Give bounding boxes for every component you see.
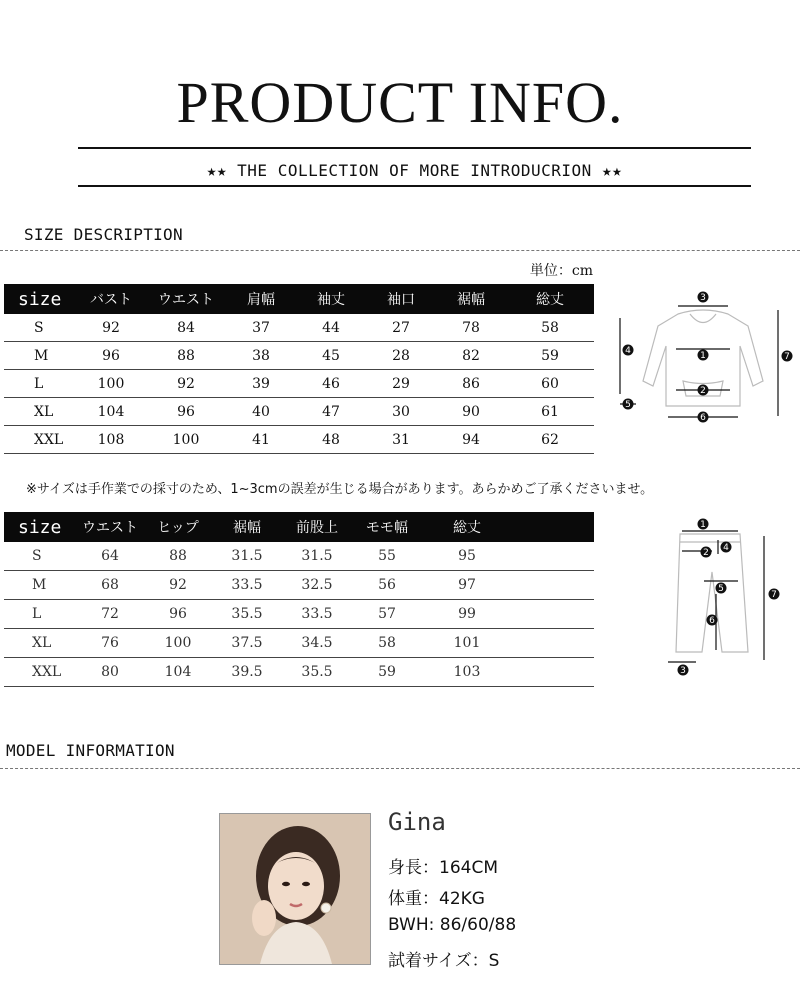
table-cell: 104 [76, 398, 146, 426]
table-cell: 35.5 [212, 600, 282, 629]
page-subtitle: ★★ THE COLLECTION OF MORE INTRODUCRION ★★ [206, 161, 623, 180]
table-cell: 96 [76, 342, 146, 370]
column-header: 袖丈 [296, 284, 366, 314]
table-cell: 100 [146, 426, 226, 454]
table-cell: 88 [144, 542, 212, 571]
table-cell: 101 [422, 629, 512, 658]
table-header-row [4, 284, 594, 314]
diagram-marker-2: 2 [700, 386, 706, 396]
size-cell: XL [4, 398, 76, 426]
table-cell: 59 [352, 658, 422, 687]
size-note: ※サイズは手作業での採寸のため、1~3cmの誤差が生じる場合があります。あらかめご了承くださいませ。 [26, 482, 654, 497]
table-cell-empty [512, 658, 594, 687]
table-cell: 33.5 [212, 571, 282, 600]
size-cell: S [4, 542, 76, 571]
table-cell: 84 [146, 314, 226, 342]
table-row [4, 542, 594, 571]
bottom-size-table [4, 512, 594, 687]
model-height: 身長：164CM [388, 858, 498, 878]
diagram-marker-2: 2 [703, 548, 709, 558]
table-cell: 27 [366, 314, 436, 342]
diagram-marker-5: 5 [625, 400, 631, 410]
table-cell: 32.5 [282, 571, 352, 600]
table-cell: 92 [144, 571, 212, 600]
table-cell: 31.5 [282, 542, 352, 571]
table-cell-empty [512, 542, 594, 571]
table-row [4, 398, 594, 426]
table-cell: 39.5 [212, 658, 282, 687]
table-cell: 95 [422, 542, 512, 571]
table-cell: 31 [366, 426, 436, 454]
table-cell-empty [512, 571, 594, 600]
column-header: ヒップ [144, 512, 212, 542]
diagram-marker-1: 1 [700, 520, 706, 530]
table-cell: 68 [76, 571, 144, 600]
column-header-empty [512, 512, 594, 542]
size-cell: L [4, 600, 76, 629]
table-cell: 90 [436, 398, 506, 426]
column-header: ウエスト [146, 284, 226, 314]
diagram-marker-4: 4 [723, 543, 729, 553]
table-cell: 104 [144, 658, 212, 687]
model-portrait-image [220, 814, 370, 964]
table-cell: 86 [436, 370, 506, 398]
model-fitting-size: 試着サイズ：S [388, 951, 500, 971]
title-rule-bottom [78, 185, 751, 187]
size-cell: M [4, 571, 76, 600]
model-bwh: BWH: 86/60/88 [388, 915, 517, 935]
column-header: 肩幅 [226, 284, 296, 314]
table-row [4, 658, 594, 687]
size-cell: XL [4, 629, 76, 658]
table-cell: 46 [296, 370, 366, 398]
table-cell: 99 [422, 600, 512, 629]
table-cell: 33.5 [282, 600, 352, 629]
top-size-table [4, 284, 594, 454]
table-cell: 59 [506, 342, 594, 370]
column-header: 総丈 [422, 512, 512, 542]
table-cell: 96 [146, 398, 226, 426]
table-cell: 37.5 [212, 629, 282, 658]
model-weight: 体重：42KG [388, 889, 485, 909]
table-cell: 80 [76, 658, 144, 687]
table-cell: 56 [352, 571, 422, 600]
table-cell: 62 [506, 426, 594, 454]
diagram-marker-5: 5 [718, 584, 724, 594]
unit-label: 単位：cm [529, 263, 593, 279]
column-header: 裾幅 [212, 512, 282, 542]
table-cell: 78 [436, 314, 506, 342]
diagram-marker-7: 7 [784, 352, 790, 362]
model-photo [219, 813, 371, 965]
table-cell: 64 [76, 542, 144, 571]
title-rule-top [78, 147, 751, 149]
table-cell: 100 [76, 370, 146, 398]
column-header: size [4, 284, 76, 314]
section-divider [0, 768, 800, 769]
column-header: 前股上 [282, 512, 352, 542]
table-row [4, 370, 594, 398]
table-cell: 45 [296, 342, 366, 370]
model-information-heading: MODEL INFORMATION [6, 741, 175, 760]
table-cell: 57 [352, 600, 422, 629]
column-header: 総丈 [506, 284, 594, 314]
size-cell: XXL [4, 658, 76, 687]
page-title: PRODUCT INFO. [176, 70, 624, 135]
table-cell: 55 [352, 542, 422, 571]
table-cell: 100 [144, 629, 212, 658]
table-row [4, 342, 594, 370]
table-cell: 88 [146, 342, 226, 370]
table-cell: 58 [506, 314, 594, 342]
size-cell: XXL [4, 426, 76, 454]
table-row [4, 426, 594, 454]
table-cell-empty [512, 629, 594, 658]
table-cell: 47 [296, 398, 366, 426]
table-cell: 97 [422, 571, 512, 600]
top-garment-diagram [608, 286, 798, 426]
table-cell: 48 [296, 426, 366, 454]
column-header: 裾幅 [436, 284, 506, 314]
table-cell: 41 [226, 426, 296, 454]
column-header: モモ幅 [352, 512, 422, 542]
diagram-marker-4: 4 [625, 346, 631, 356]
table-cell: 29 [366, 370, 436, 398]
diagram-marker-3: 3 [680, 666, 686, 676]
column-header: バスト [76, 284, 146, 314]
size-description-heading: SIZE DESCRIPTION [24, 225, 183, 244]
table-header-row [4, 512, 594, 542]
table-cell: 61 [506, 398, 594, 426]
table-cell: 82 [436, 342, 506, 370]
table-row [4, 600, 594, 629]
table-cell: 92 [146, 370, 226, 398]
section-divider [0, 250, 800, 251]
table-cell: 60 [506, 370, 594, 398]
diagram-marker-7: 7 [771, 590, 777, 600]
column-header: size [4, 512, 76, 542]
table-cell: 92 [76, 314, 146, 342]
table-cell: 108 [76, 426, 146, 454]
table-row [4, 314, 594, 342]
table-cell: 28 [366, 342, 436, 370]
table-row [4, 571, 594, 600]
column-header: ウエスト [76, 512, 144, 542]
size-cell: L [4, 370, 76, 398]
table-cell: 38 [226, 342, 296, 370]
table-cell: 39 [226, 370, 296, 398]
table-cell-empty [512, 600, 594, 629]
diagram-marker-6: 6 [700, 413, 706, 423]
table-cell: 31.5 [212, 542, 282, 571]
table-cell: 94 [436, 426, 506, 454]
table-row [4, 629, 594, 658]
table-cell: 40 [226, 398, 296, 426]
table-cell: 72 [76, 600, 144, 629]
table-cell: 44 [296, 314, 366, 342]
table-cell: 30 [366, 398, 436, 426]
table-cell: 37 [226, 314, 296, 342]
table-cell: 76 [76, 629, 144, 658]
column-header: 袖口 [366, 284, 436, 314]
table-cell: 34.5 [282, 629, 352, 658]
table-cell: 58 [352, 629, 422, 658]
table-cell: 35.5 [282, 658, 352, 687]
table-cell: 103 [422, 658, 512, 687]
size-cell: S [4, 314, 76, 342]
model-name: Gina [388, 808, 446, 836]
table-cell: 96 [144, 600, 212, 629]
diagram-marker-3: 3 [700, 293, 706, 303]
diagram-marker-1: 1 [700, 351, 706, 361]
diagram-marker-6: 6 [709, 616, 715, 626]
size-cell: M [4, 342, 76, 370]
bottom-garment-diagram [640, 512, 798, 682]
